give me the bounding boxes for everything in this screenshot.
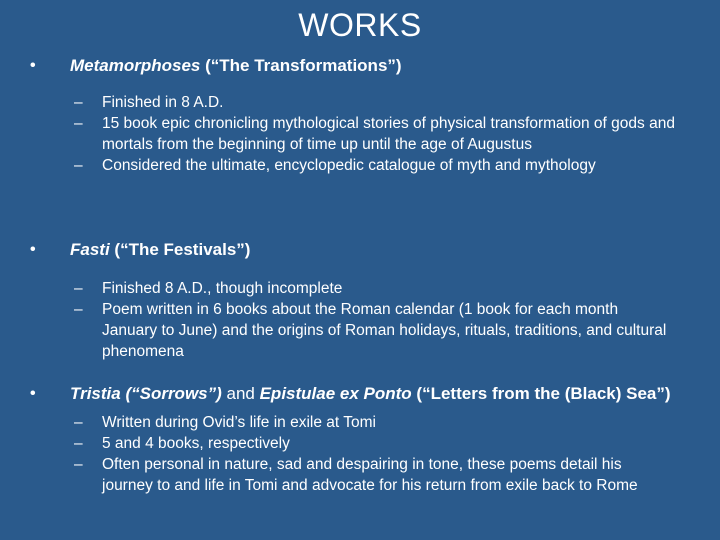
sub-item	[30, 454, 690, 496]
sub-item-text: Finished in 8 A.D.	[102, 94, 224, 111]
work-title: Metamorphoses	[70, 56, 201, 75]
sub-list	[30, 412, 690, 496]
section-heading	[30, 56, 690, 76]
bullet-icon: •	[30, 241, 36, 258]
dash-icon: –	[74, 94, 83, 111]
work-title: Fasti	[70, 240, 110, 259]
sub-item	[30, 299, 690, 362]
dash-icon: –	[74, 301, 83, 318]
sub-item-text: 15 book epic chronicling mythological stories of physical transformation of gods and mortals from the beginning of time up until the age of Augustus	[102, 115, 675, 153]
dash-icon: –	[74, 115, 83, 132]
dash-icon: –	[74, 157, 83, 174]
work-title: Epistulae ex Ponto	[259, 384, 412, 403]
sub-list	[30, 278, 690, 362]
sub-item-text: Written during Ovid’s life in exile at Tomi	[102, 414, 376, 431]
sub-item	[30, 412, 690, 433]
conjunction: and	[221, 384, 260, 403]
bullet-icon: •	[30, 385, 36, 402]
work-subtitle: (“Sorrows”)	[120, 384, 222, 403]
sub-item	[30, 433, 690, 454]
sub-list	[30, 92, 690, 176]
sub-item	[30, 92, 690, 113]
dash-icon: –	[74, 414, 83, 431]
dash-icon: –	[74, 456, 83, 473]
work-subtitle: (“Letters from the (Black) Sea”)	[411, 384, 671, 403]
dash-icon: –	[74, 435, 83, 452]
section-metamorphoses	[30, 56, 690, 176]
sub-item-text: Finished 8 A.D., though incomplete	[102, 280, 343, 297]
sub-item	[30, 113, 690, 155]
sub-item	[30, 278, 690, 299]
sub-item-text: Poem written in 6 books about the Roman calendar (1 book for each month January to June) and the origins of Roman holidays, rituals, traditions, and cultural phenomena	[102, 301, 667, 360]
sub-item	[30, 155, 690, 176]
sub-item-text: 5 and 4 books, respectively	[102, 435, 290, 452]
work-title: Tristia	[70, 384, 121, 403]
work-subtitle: (“The Festivals”)	[109, 240, 251, 259]
sub-item-text: Considered the ultimate, encyclopedic catalogue of myth and mythology	[102, 157, 596, 174]
section-tristia	[30, 384, 690, 496]
work-subtitle: (“The Transformations”)	[200, 56, 402, 75]
sub-item-text: Often personal in nature, sad and despairing in tone, these poems detail his journey to and life in Tomi and advocate for his return from exile back to Rome	[102, 456, 638, 494]
section-heading	[30, 240, 690, 260]
dash-icon: –	[74, 280, 83, 297]
section-fasti	[30, 240, 690, 362]
bullet-icon: •	[30, 57, 36, 74]
section-heading	[30, 384, 690, 404]
slide-title: WORKS	[298, 7, 422, 43]
